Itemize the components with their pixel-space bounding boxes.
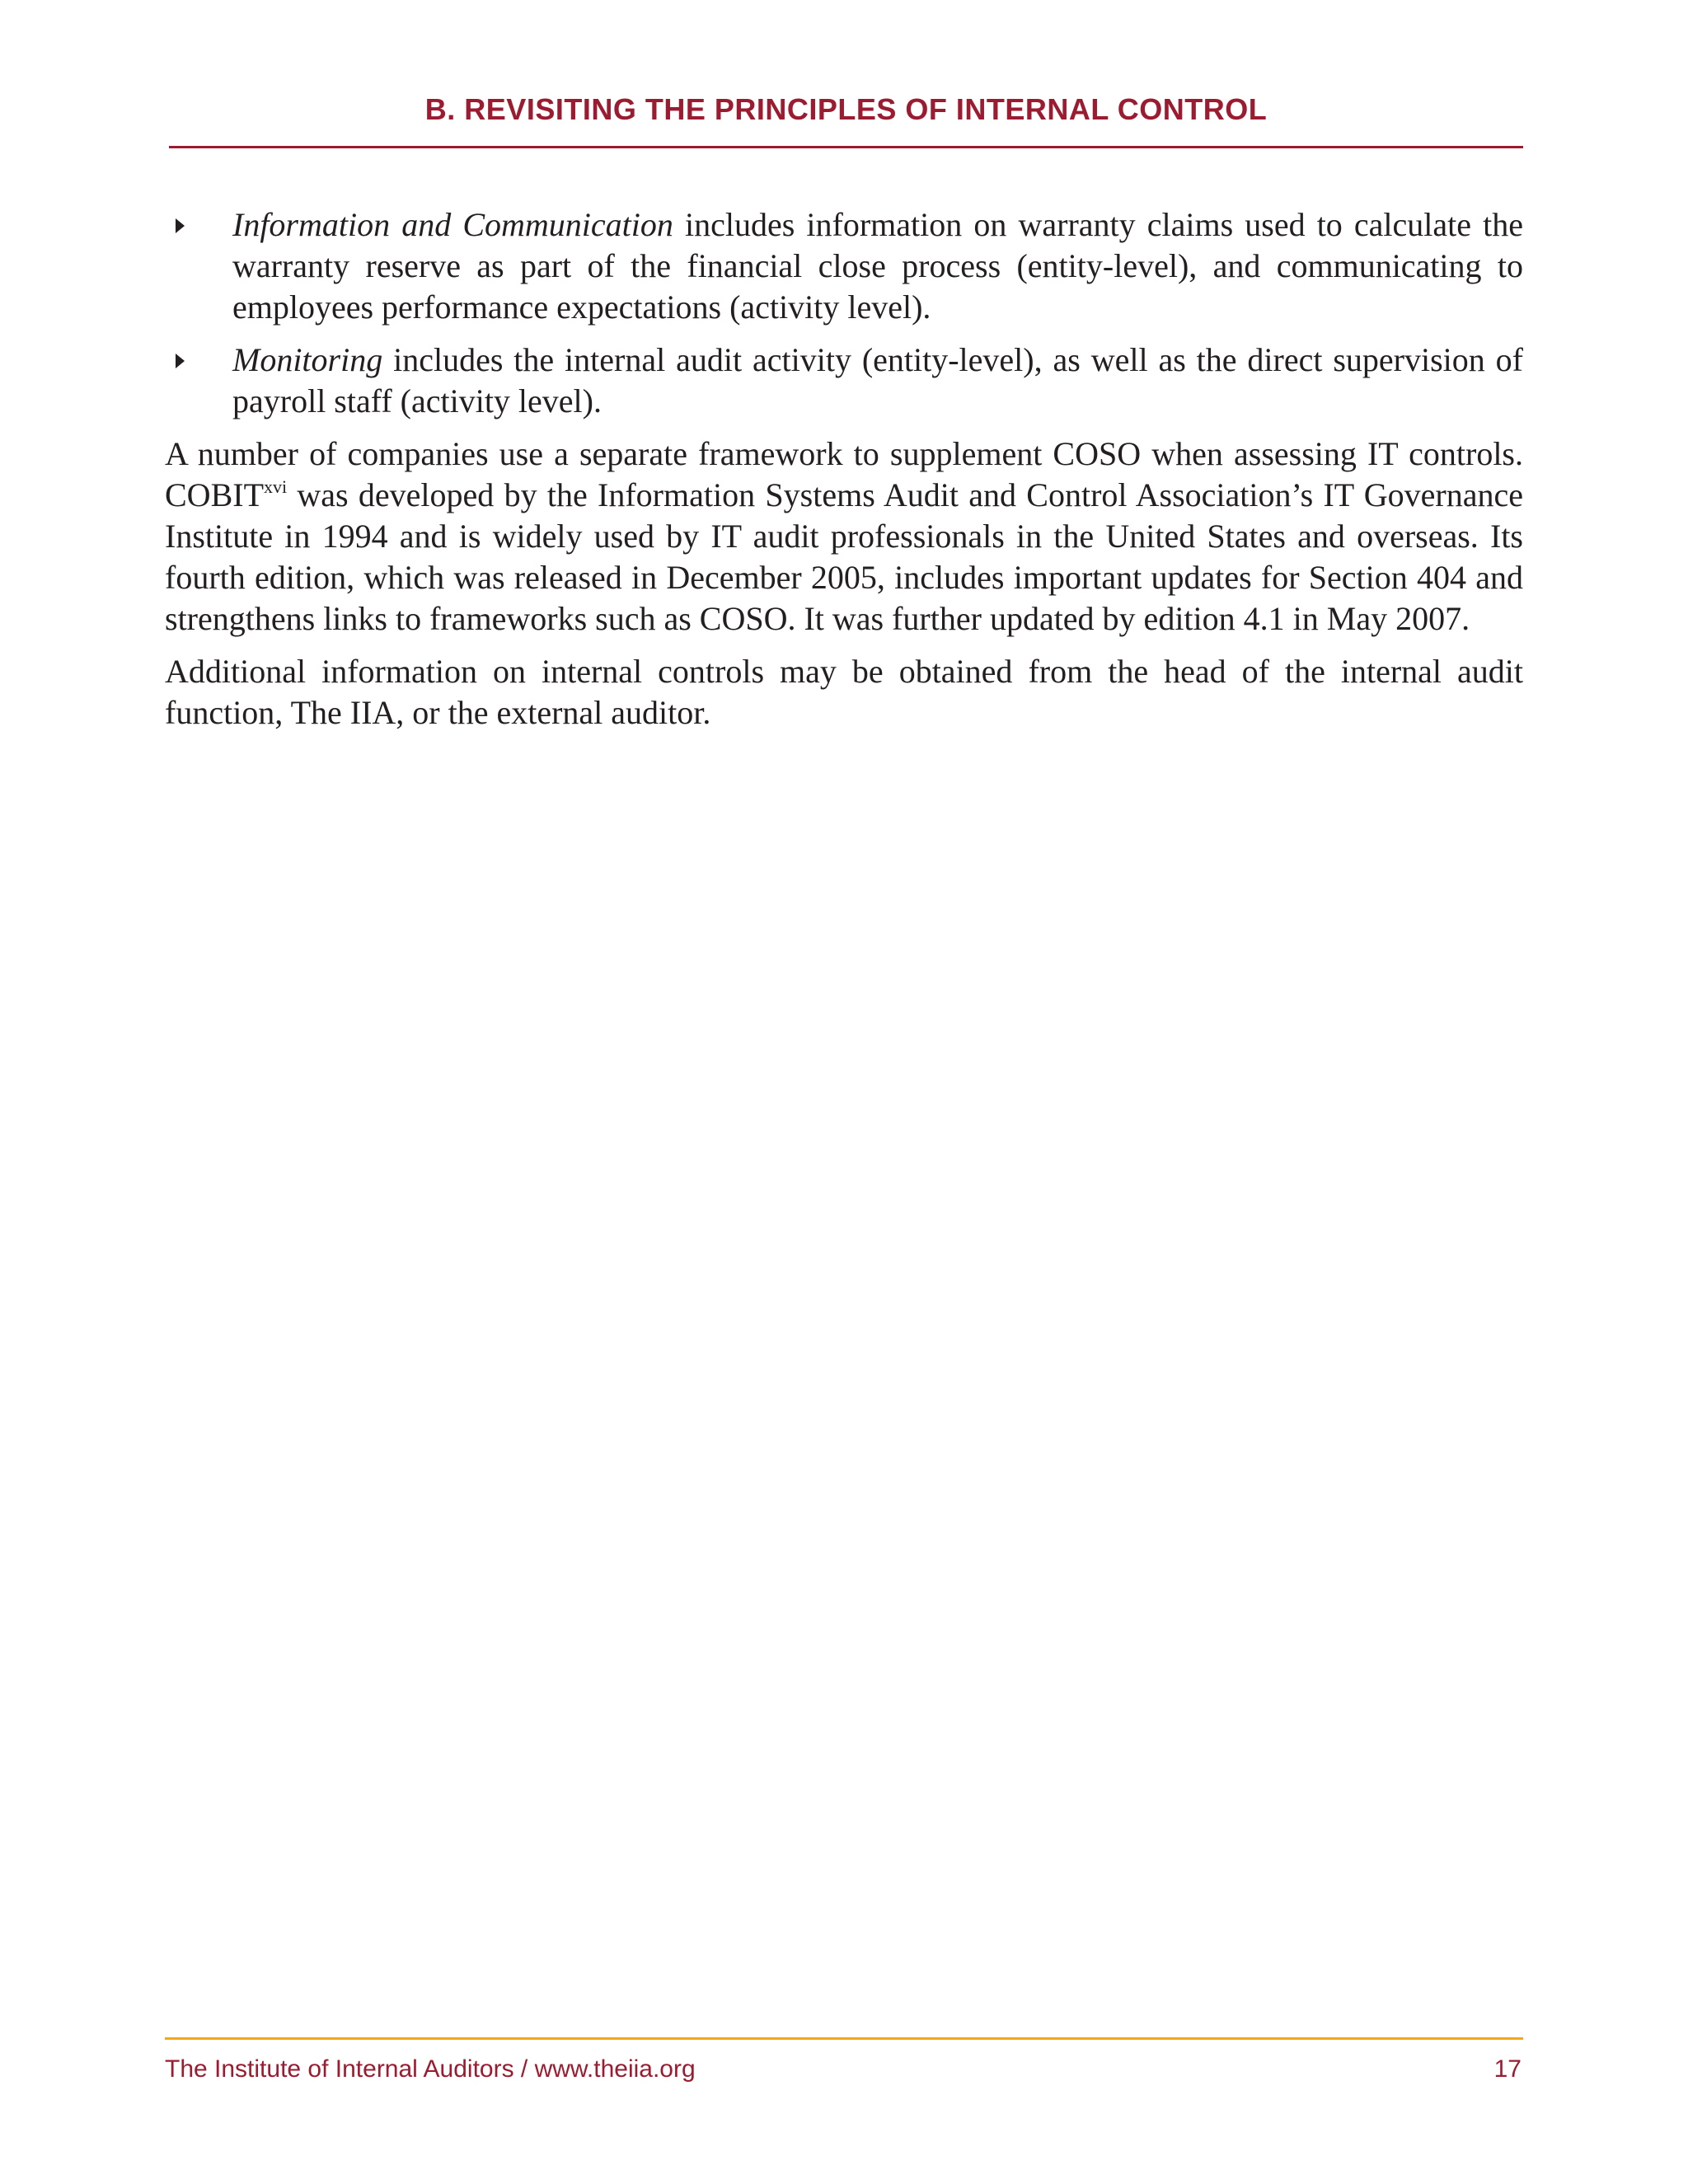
bullet-term: Monitoring — [232, 341, 383, 378]
bullet-item — [165, 340, 1523, 422]
bullet-text: includes information on warranty claims used to calculate the warranty reserve as part of the financial close process (entity-level), and communicating to employees performance expectations (activity level). — [232, 206, 1523, 326]
footer-rule — [165, 2037, 1523, 2040]
triangle-right-icon — [176, 218, 185, 233]
paragraph-cobit-end: was developed by the Information Systems Audit and Control Association’s IT Governance Institute in 1994 and is widely used by IT audit professionals in the United States and overseas. Its fourth edition, which was released in December 2005, includes important updates for Section 404 and strengthens links to frameworks such as COSO. It was further updated by edition 4.1 in May 2007. — [165, 476, 1523, 637]
paragraph-cobit — [165, 434, 1523, 640]
bullet-term: Information and Communication — [232, 206, 673, 243]
header-rule — [169, 146, 1523, 148]
bullet-text: includes the internal audit activity (entity-level), as well as the direct supervision of payroll staff (activity level). — [232, 341, 1523, 419]
page-number: 17 — [1493, 2055, 1522, 2083]
paragraph-additional-info: Additional information on internal controls may be obtained from the head of the internal audit function, The IIA, or the external auditor. — [165, 653, 1523, 731]
running-header: B. REVISITING THE PRINCIPLES OF INTERNAL CONTROL — [424, 92, 1268, 126]
triangle-right-icon — [176, 354, 185, 368]
footnote-marker: xvi — [264, 476, 288, 497]
bullet-item — [165, 204, 1523, 328]
paragraph-cobit-start: A number of companies use a separate framework to supplement COSO when assessing IT controls. COBIT — [165, 435, 1523, 513]
footer-publisher: The Institute of Internal Auditors / www.theiia.org — [165, 2055, 696, 2083]
body-text — [165, 204, 1523, 745]
